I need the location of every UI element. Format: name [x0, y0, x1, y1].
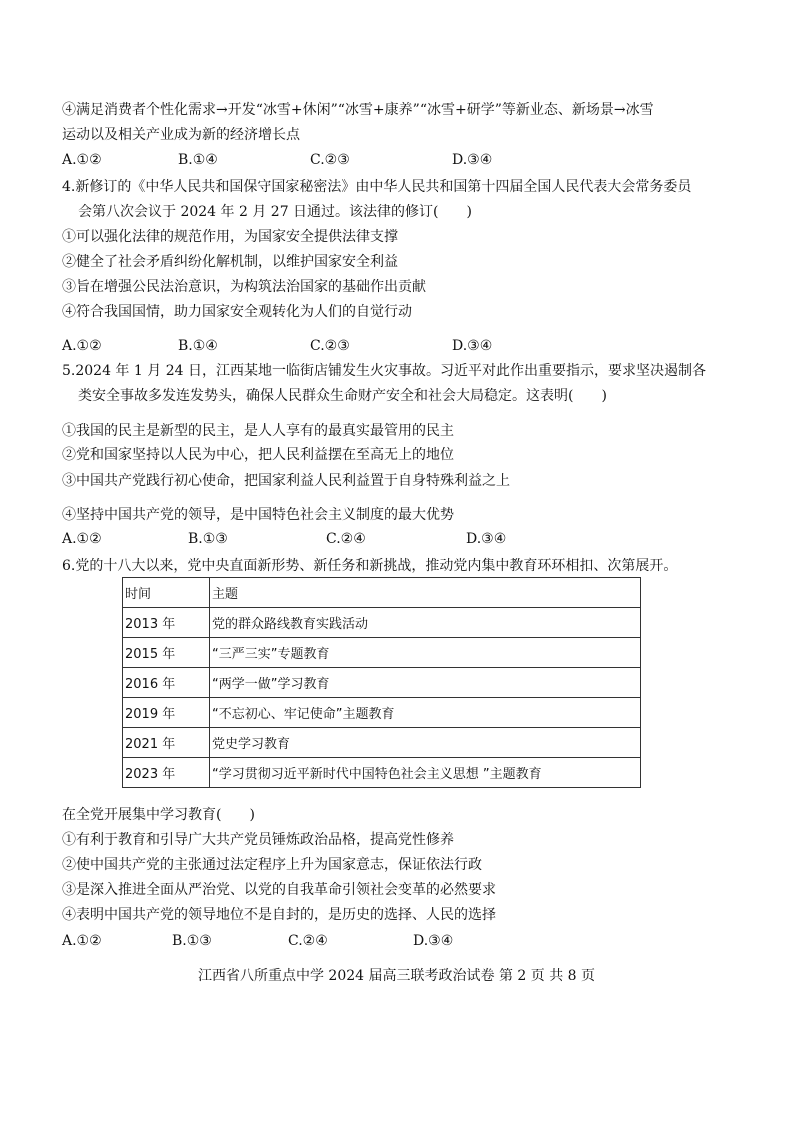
q5-choice-d[interactable]: D.③④ — [466, 531, 507, 547]
q5-statement-1: ①我国的民主是新型的民主，是人人享有的最真实最管用的民主 — [62, 423, 454, 439]
q5-statement-4: ④坚持中国共产党的领导，是中国特色社会主义制度的最大优势 — [62, 507, 454, 523]
q3-answer-choices — [62, 150, 662, 170]
table-row — [123, 608, 641, 638]
q6-statement-2: ②使中国共产党的主张通过法定程序上升为国家意志，保证依法行政 — [62, 857, 482, 873]
table-cell-year: 2023 年 — [123, 758, 210, 788]
q6-choice-d[interactable]: D.③④ — [413, 933, 454, 949]
q3-choice-c[interactable]: C.②③ — [310, 152, 350, 168]
q5-statement-2: ②党和国家坚持以人民为中心，把人民利益摆在至高无上的地位 — [62, 447, 454, 463]
q4-statement-4: ④符合我国国情，助力国家安全观转化为人们的自觉行动 — [62, 304, 412, 320]
table-cell-year: 2016 年 — [123, 668, 210, 698]
q4-stem-cont: 会第八次会议于 2024 年 2 月 27 日通过。该法律的修订( ) — [78, 204, 472, 220]
q4-statement-3: ③旨在增强公民法治意识，为构筑法治国家的基础作出贡献 — [62, 279, 426, 295]
q3-option-4-cont: 运动以及相关产业成为新的经济增长点 — [62, 127, 300, 143]
q4-statement-1: ①可以强化法律的规范作用，为国家安全提供法律支撑 — [62, 229, 398, 245]
table-header-topic: 主题 — [210, 578, 641, 608]
q6-answer-choices — [62, 931, 662, 951]
q6-statement-3: ③是深入推进全面从严治党、以党的自我革命引领社会变革的必然要求 — [62, 882, 496, 898]
table-cell-year: 2013 年 — [123, 608, 210, 638]
q6-stem-cont: 在全党开展集中学习教育( ) — [62, 807, 255, 823]
q5-answer-choices — [62, 529, 662, 549]
q4-choice-c[interactable]: C.②③ — [310, 338, 350, 354]
q4-choice-d[interactable]: D.③④ — [452, 338, 493, 354]
page-footer: 江西省八所重点中学 2024 届高三联考政治试卷 第 2 页 共 8 页 — [197, 968, 596, 984]
q5-stem-cont: 类安全事故多发连发势头，确保人民群众生命财产安全和社会大局稳定。这表明( ) — [78, 388, 607, 404]
q5-stem: 5.2024 年 1 月 24 日，江西某地一临街店铺发生火灾事故。习近平对此作出重要指示，要求坚决遏制各 — [62, 363, 706, 379]
q3-choice-a[interactable]: A.①② — [62, 152, 102, 168]
table-row — [123, 728, 641, 758]
table-header-row — [123, 578, 641, 608]
table-cell-year: 2019 年 — [123, 698, 210, 728]
table-cell-topic: 党的群众路线教育实践活动 — [210, 608, 641, 638]
q4-statement-2: ②健全了社会矛盾纠纷化解机制，以维护国家安全利益 — [62, 254, 398, 270]
table-row — [123, 638, 641, 668]
q6-statement-1: ①有利于教育和引导广大共产党员锤炼政治品格，提高党性修养 — [62, 832, 454, 848]
q4-choice-a[interactable]: A.①② — [62, 338, 102, 354]
table-cell-year: 2021 年 — [123, 728, 210, 758]
q3-option-4: ④满足消费者个性化需求→开发“冰雪+休闲”“冰雪+康养”“冰雪+研学”等新业态、新场景→冰雪 — [62, 102, 654, 118]
q3-choice-b[interactable]: B.①④ — [178, 152, 218, 168]
q4-stem: 4.新修订的《中华人民共和国保守国家秘密法》由中华人民共和国第十四届全国人民代表大会常务委员 — [62, 179, 692, 195]
q5-choice-b[interactable]: B.①③ — [188, 531, 228, 547]
q6-choice-a[interactable]: A.①② — [62, 933, 102, 949]
q4-answer-choices — [62, 336, 662, 356]
q5-statement-3: ③中国共产党践行初心使命，把国家利益人民利益置于自身特殊利益之上 — [62, 473, 510, 489]
table-cell-year: 2015 年 — [123, 638, 210, 668]
table-cell-topic: “两学一做”学习教育 — [210, 668, 641, 698]
table-cell-topic: 党史学习教育 — [210, 728, 641, 758]
table-row — [123, 758, 641, 788]
q4-choice-b[interactable]: B.①④ — [178, 338, 218, 354]
q6-choice-c[interactable]: C.②④ — [288, 933, 328, 949]
table-cell-topic: “三严三实”专题教育 — [210, 638, 641, 668]
table-row — [123, 668, 641, 698]
table-cell-topic: “不忘初心、牢记使命”主题教育 — [210, 698, 641, 728]
table-row — [123, 698, 641, 728]
q6-choice-b[interactable]: B.①③ — [172, 933, 212, 949]
q5-choice-c[interactable]: C.②④ — [326, 531, 366, 547]
q5-choice-a[interactable]: A.①② — [62, 531, 102, 547]
education-campaign-table — [122, 577, 641, 788]
table-cell-topic: “学习贯彻习近平新时代中国特色社会主义思想 ”主题教育 — [210, 758, 641, 788]
q6-stem: 6.党的十八大以来，党中央直面新形势、新任务和新挑战，推动党内集中教育环环相扣、次第展开。 — [62, 558, 678, 574]
table-header-time: 时间 — [123, 578, 210, 608]
q6-statement-4: ④表明中国共产党的领导地位不是自封的，是历史的选择、人民的选择 — [62, 907, 496, 923]
q3-choice-d[interactable]: D.③④ — [452, 152, 493, 168]
